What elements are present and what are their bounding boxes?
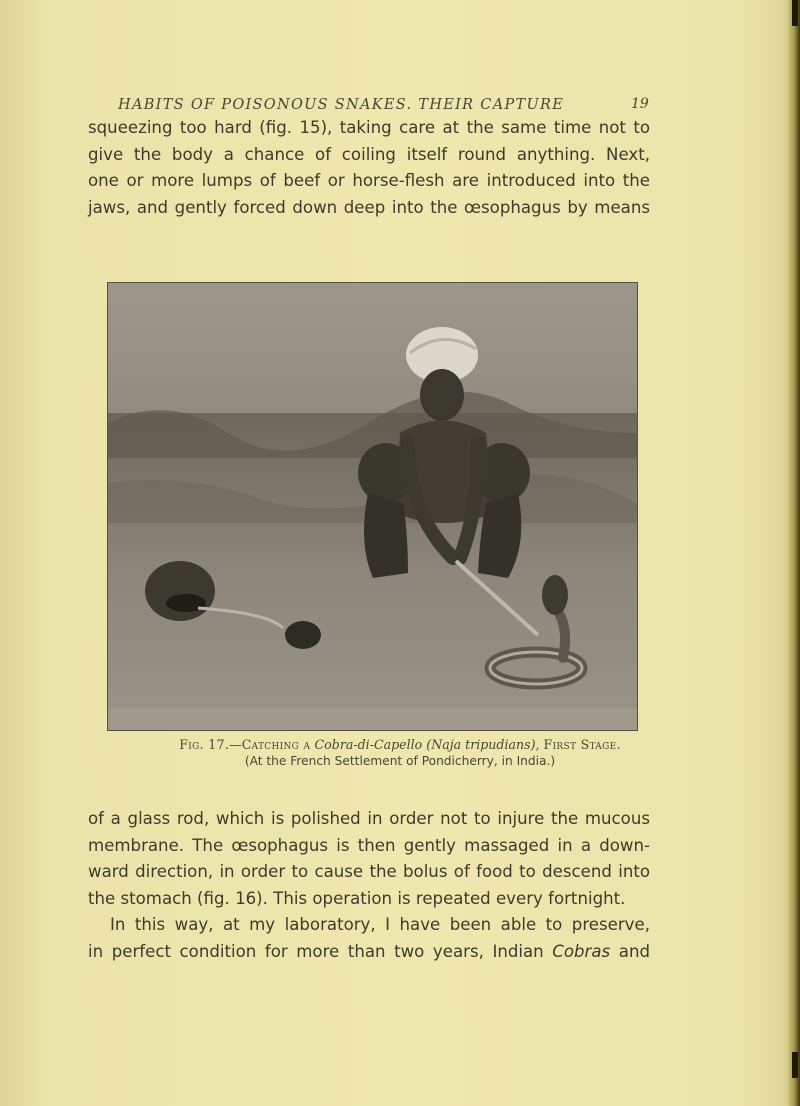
- text-line: the stomach (fig. 16). This operation is repeated every fortnight.: [88, 888, 626, 908]
- species-latin-name: (Naja tripudians),: [426, 737, 540, 752]
- figure-stage: First Stage.: [543, 737, 621, 752]
- photograph-illustration: [108, 283, 637, 730]
- text-line-mixed: [88, 939, 650, 966]
- species-common-name: Cobra-di-Capello: [314, 737, 423, 752]
- photograph-cobra-catching: [107, 282, 638, 731]
- figure-title-prefix: Catching a: [241, 737, 315, 752]
- running-head: HABITS OF POISONOUS SNAKES. THEIR CAPTURE: [118, 97, 565, 113]
- text-line: ward direction, in order to cause the bolus of food to descend into: [88, 862, 650, 882]
- text-line: In this way, at my laboratory, I have been able to preserve,: [110, 915, 650, 935]
- caption-location: (At the French Settlement of Pondicherry, in India.): [244, 754, 556, 768]
- text-line: give the body a chance of coiling itself round anything. Next,: [88, 144, 650, 164]
- italic-word-cobras: Cobras: [552, 941, 611, 961]
- page-number: 19: [631, 96, 649, 112]
- text-line: squeezing too hard (fig. 15), taking care at the same time not to: [88, 118, 650, 137]
- body-text-top: [88, 115, 650, 221]
- text-line: in perfect condition for more than two years, Indian: [88, 941, 553, 961]
- text-line: membrane. The œsophagus is then gently massaged in a down-: [88, 835, 650, 855]
- figure-caption: [60, 736, 740, 770]
- text-tail: and: [610, 941, 651, 961]
- left-leg: [364, 493, 408, 578]
- cobra-hood: [542, 575, 568, 615]
- foreground-dust: [108, 708, 637, 730]
- spine-mark-top: [792, 0, 798, 26]
- text-line: jaws, and gently forced down deep into the œsophagus by means: [88, 197, 650, 217]
- round-pot: [145, 561, 215, 621]
- small-bowl: [285, 621, 321, 649]
- body-text-bottom: [88, 806, 650, 966]
- text-line: one or more lumps of beef or horse-flesh are introduced into the: [88, 171, 650, 191]
- text-line: of a glass rod, which is polished in order not to injure the mucous: [88, 809, 650, 828]
- head: [420, 369, 464, 421]
- figure-label: Fig. 17.: [179, 737, 230, 752]
- caption-line-1: Fig. 17.—Catching a Cobra-di-Capello (Naja tripudians), First Stage.: [179, 737, 621, 752]
- spine-mark-bottom: [792, 1052, 798, 1078]
- book-spine-edge: [788, 0, 800, 1106]
